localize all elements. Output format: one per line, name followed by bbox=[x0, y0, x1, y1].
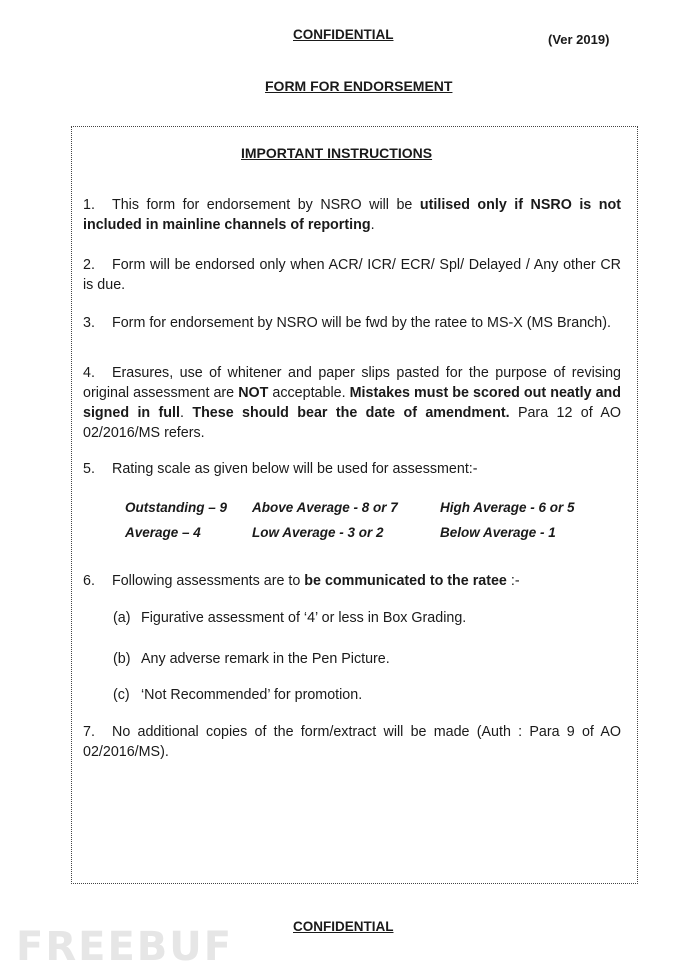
sub-item-b: (b) Any adverse remark in the Pen Picture. bbox=[113, 651, 390, 667]
instruction-number: 4. bbox=[83, 365, 95, 381]
instruction-7: 7. No additional copies of the form/extract will be made (Auth : Para 9 of AO 02/2016/MS). bbox=[83, 724, 621, 760]
rating-low-average: Low Average - 3 or 2 bbox=[252, 525, 384, 540]
rating-outstanding: Outstanding – 9 bbox=[125, 500, 228, 515]
instruction-6: 6. Following assessments are to be communicated to the ratee :- bbox=[83, 573, 520, 589]
instruction-5: 5. Rating scale as given below will be used for assessment:- bbox=[83, 461, 478, 477]
watermark-logo: FREEBUF bbox=[16, 924, 234, 970]
rating-below-average: Below Average - 1 bbox=[440, 525, 556, 540]
instruction-number: 3. bbox=[83, 315, 95, 331]
instruction-3: 3. Form for endorsement by NSRO will be fwd by the ratee to MS-X (MS Branch). bbox=[83, 315, 611, 331]
instruction-1: 1. This form for endorsement by NSRO will be utilised only if NSRO is not included in mainline channels of reporting. bbox=[83, 197, 621, 233]
instruction-number: 6. bbox=[83, 573, 95, 589]
instruction-2: 2. Form will be endorsed only when ACR/ ICR/ ECR/ Spl/ Delayed / Any other CR is due. bbox=[83, 257, 621, 293]
rating-high-average: High Average - 6 or 5 bbox=[440, 500, 575, 515]
instruction-number: 5. bbox=[83, 461, 95, 477]
sub-item-a: (a) Figurative assessment of ‘4’ or less in Box Grading. bbox=[113, 610, 467, 626]
instruction-number: 1. bbox=[83, 197, 95, 213]
form-title: FORM FOR ENDORSEMENT bbox=[265, 78, 453, 94]
rating-average: Average – 4 bbox=[125, 525, 201, 540]
instruction-number: 2. bbox=[83, 257, 95, 273]
instructions-heading: IMPORTANT INSTRUCTIONS bbox=[241, 145, 433, 161]
instruction-4: 4. Erasures, use of whitener and paper slips pasted for the purpose of revising original assessment are NOT acceptable. Mistakes must be scored out neatly and signed in full. These should bear the date of amendment. Para 12 of AO 02/2016/MS refers. bbox=[83, 365, 621, 441]
rating-above-average: Above Average - 8 or 7 bbox=[252, 500, 398, 515]
instruction-number: 7. bbox=[83, 724, 95, 740]
header-confidential: CONFIDENTIAL bbox=[293, 27, 394, 42]
footer-confidential: CONFIDENTIAL bbox=[293, 919, 394, 934]
sub-item-c: (c) ‘Not Recommended’ for promotion. bbox=[113, 687, 363, 703]
version-label: (Ver 2019) bbox=[548, 32, 610, 47]
